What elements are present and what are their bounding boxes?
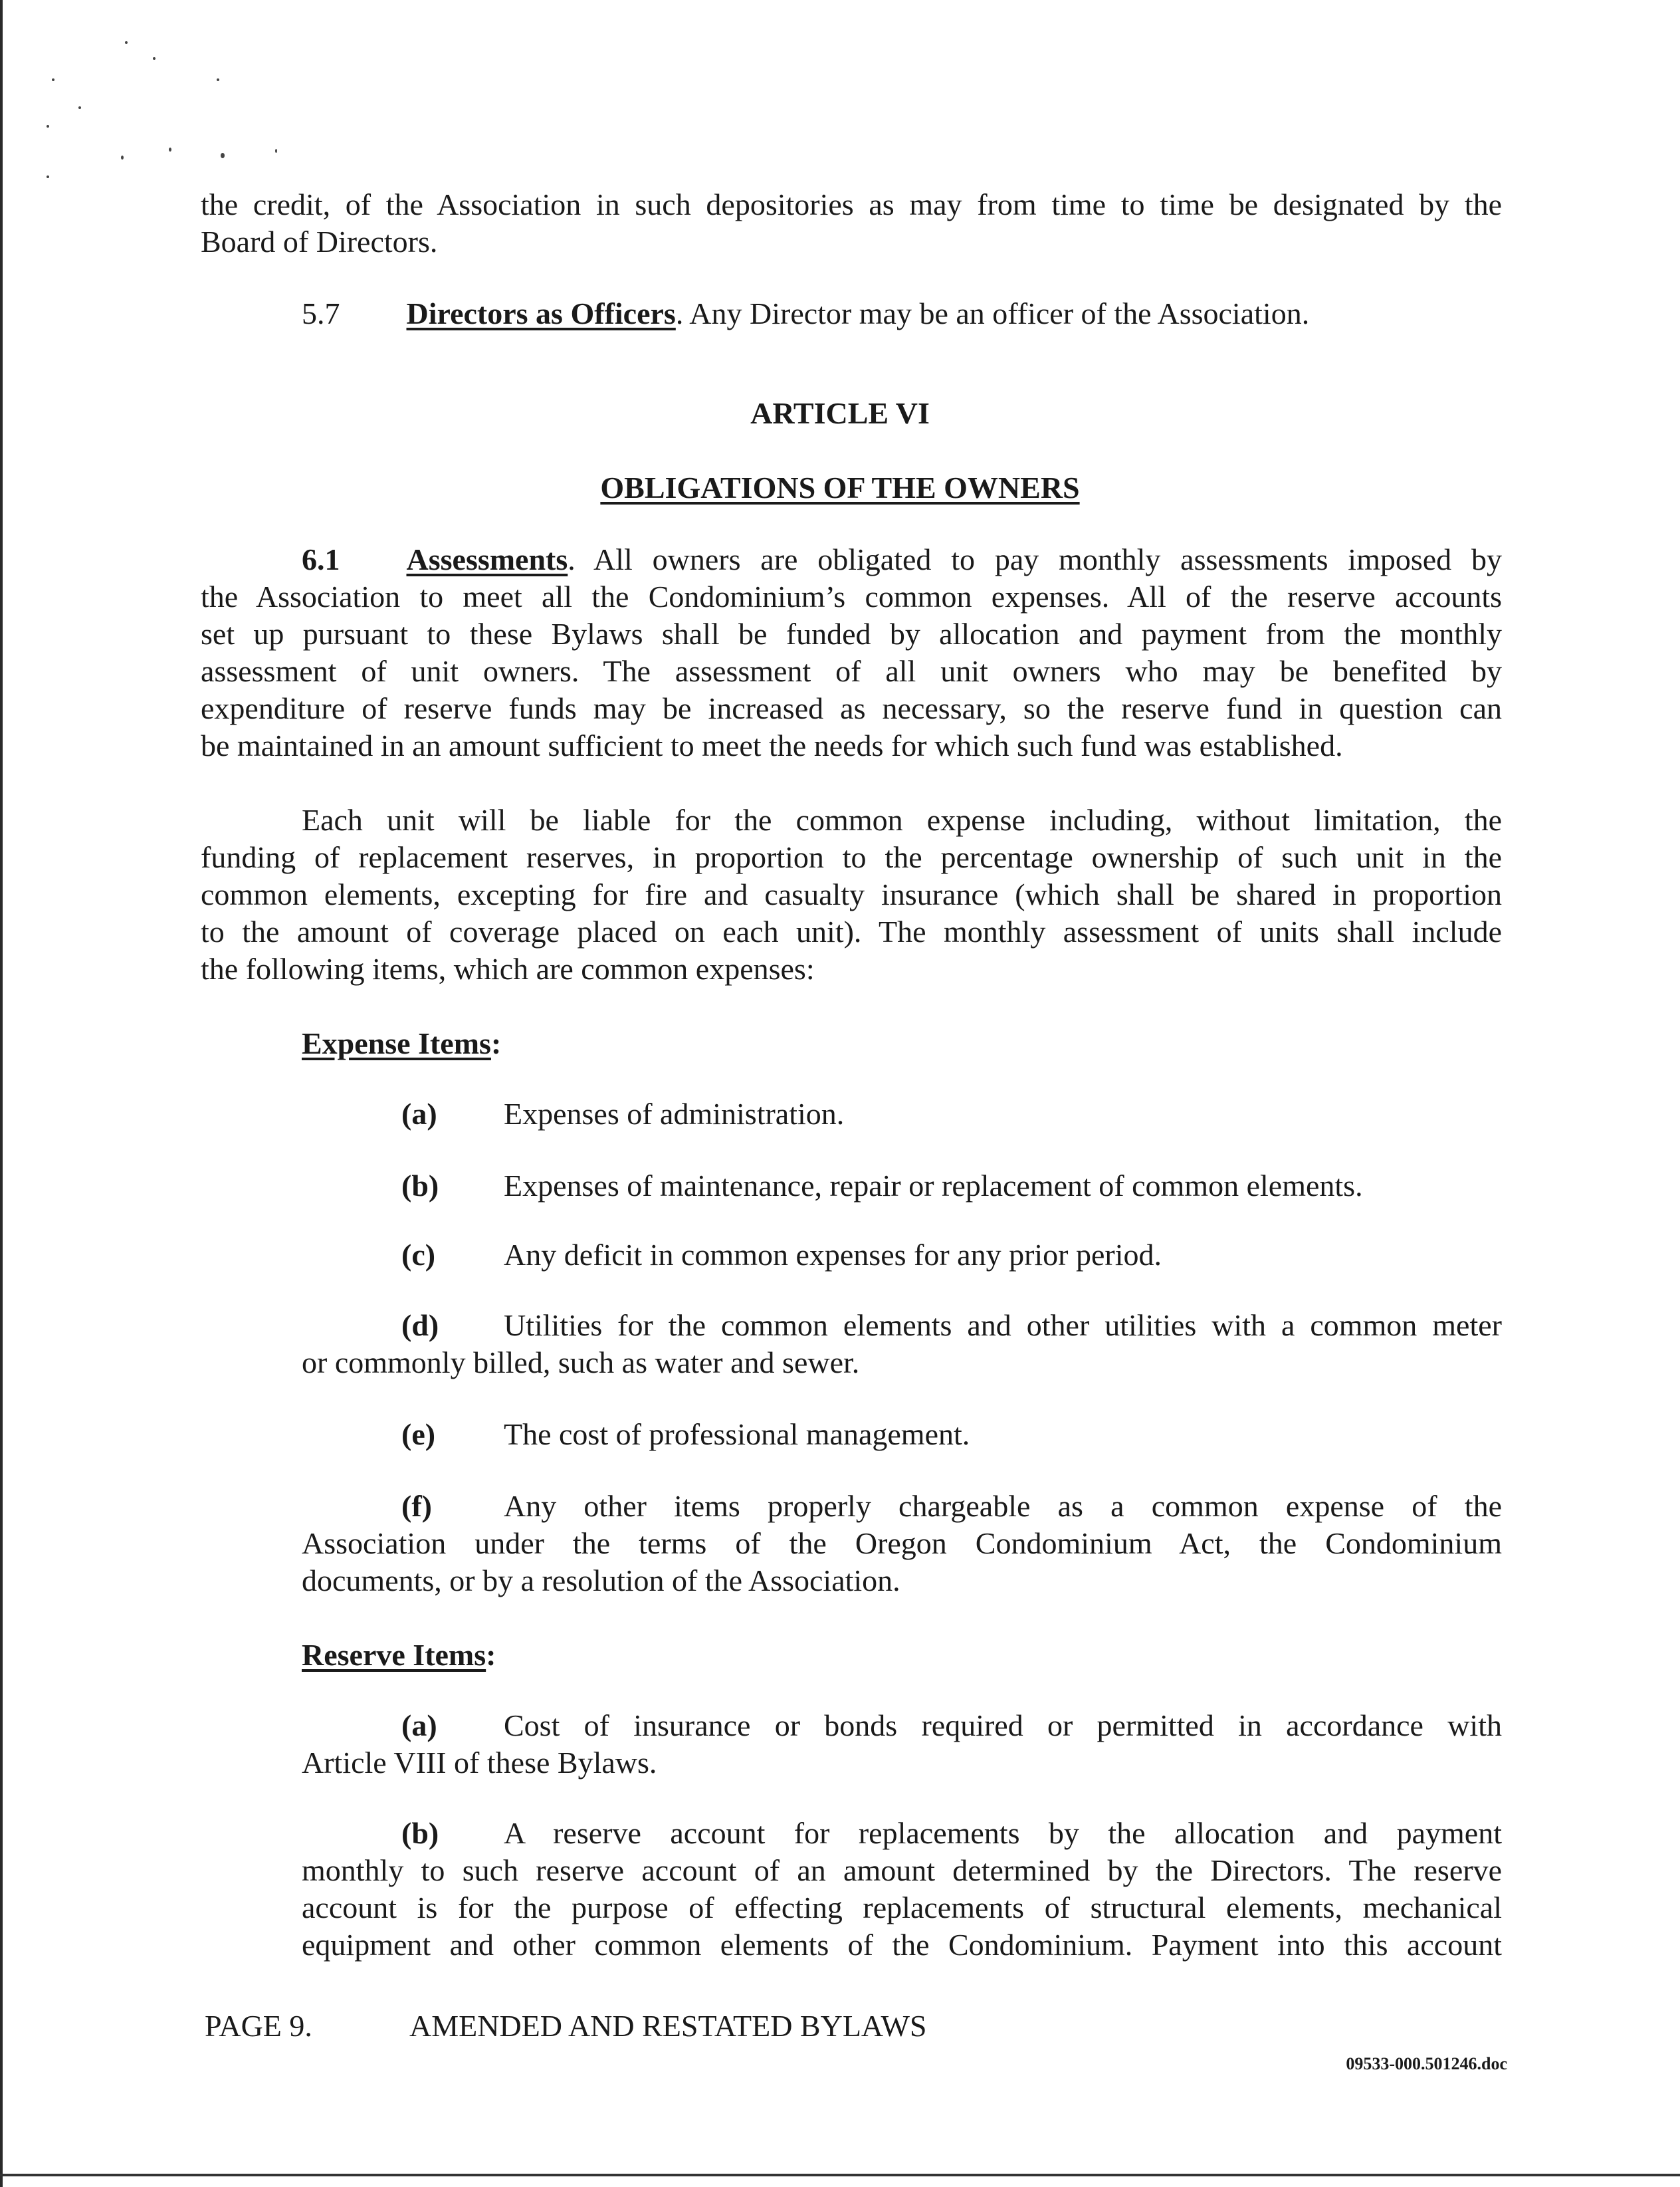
scan-speck	[121, 156, 124, 160]
item-label: (b)	[401, 1169, 439, 1203]
paragraph-line: Board of Directors.	[201, 225, 438, 259]
footer-doc-code: 09533-000.501246.doc	[1346, 2054, 1507, 2073]
scan-left-edge	[0, 0, 3, 2187]
paragraph-line: funding of replacement reserves, in proportion to the percentage ownership of such unit in the	[201, 840, 1502, 874]
item-text: Association under the terms of the Oregon Condominium Act, the Condominium	[302, 1526, 1502, 1560]
scan-speck	[125, 41, 128, 44]
scan-speck	[153, 57, 156, 60]
scan-speck	[169, 148, 171, 152]
section-heading: Directors as Officers	[406, 296, 676, 330]
scan-speck	[78, 106, 81, 109]
scan-speck	[47, 175, 49, 178]
section-text: . Any Director may be an officer of the Association.	[675, 296, 1310, 330]
paragraph-line: be maintained in an amount sufficient to meet the needs for which such fund was established.	[201, 729, 1343, 762]
item-text: account is for the purpose of effecting replacements of structural elements, mechanical	[302, 1891, 1502, 1924]
item-label: (b)	[401, 1816, 439, 1850]
item-label: (e)	[401, 1417, 436, 1451]
section-heading: Assessments	[406, 542, 568, 576]
item-text: monthly to such reserve account of an amount determined by the Directors. The reserve	[302, 1853, 1502, 1887]
footer-title: AMENDED AND RESTATED BYLAWS	[409, 2009, 927, 2043]
section-text: . All owners are obligated to pay monthly assessments imposed by	[568, 542, 1502, 576]
scan-speck	[221, 153, 225, 158]
item-text: Expenses of administration.	[504, 1097, 845, 1131]
item-label: (c)	[401, 1238, 436, 1272]
item-text: A reserve account for replacements by the allocation and payment	[504, 1816, 1502, 1850]
scan-speck	[52, 78, 54, 81]
item-text: Cost of insurance or bonds required or permitted in accordance with	[504, 1708, 1502, 1742]
item-label: (a)	[401, 1708, 437, 1742]
item-label: (a)	[401, 1097, 437, 1131]
section-number: 6.1	[302, 542, 340, 576]
heading-colon: :	[490, 1026, 502, 1060]
item-text: equipment and other common elements of the Condominium. Payment into this account	[302, 1928, 1502, 1962]
scan-bottom-edge	[0, 2174, 1680, 2176]
scan-speck	[217, 78, 219, 81]
item-text: Any deficit in common expenses for any prior period.	[504, 1238, 1162, 1272]
item-text: The cost of professional management.	[504, 1417, 970, 1451]
paragraph-line: the following items, which are common expenses:	[201, 952, 815, 986]
section-number: 5.7	[302, 296, 340, 330]
reserve-items-heading	[302, 1637, 496, 1674]
expense-items-heading-text: Expense Items	[302, 1026, 491, 1060]
scan-speck	[47, 125, 49, 128]
item-label: (f)	[401, 1489, 432, 1523]
item-text: Article VIII of these Bylaws.	[302, 1746, 657, 1780]
paragraph-line: Each unit will be liable for the common expense including, without limitation, the	[302, 803, 1502, 837]
item-text: documents, or by a resolution of the Association.	[302, 1563, 900, 1597]
paragraph-line: set up pursuant to these Bylaws shall be funded by allocation and payment from the monthly	[201, 617, 1502, 651]
item-text: Utilities for the common elements and other utilities with a common meter	[504, 1308, 1502, 1342]
paragraph-line: the credit, of the Association in such depositories as may from time to time be designated by the	[201, 187, 1502, 221]
item-text: Any other items properly chargeable as a common expense of the	[504, 1489, 1502, 1523]
paragraph-line: assessment of unit owners. The assessment of all unit owners who may be benefited by	[201, 654, 1502, 688]
section-6-1-first-line	[302, 541, 1502, 578]
article-title: ARTICLE VI	[750, 396, 930, 430]
heading-colon: :	[486, 1638, 496, 1672]
article-subtitle: OBLIGATIONS OF THE OWNERS	[600, 471, 1080, 505]
paragraph-line: expenditure of reserve funds may be increased as necessary, so the reserve fund in question can	[201, 691, 1502, 725]
reserve-items-heading-text: Reserve Items	[302, 1638, 486, 1672]
section-5-7	[302, 295, 1309, 332]
paragraph-line: to the amount of coverage placed on each unit). The monthly assessment of units shall include	[201, 915, 1502, 949]
paragraph-line: common elements, excepting for fire and casualty insurance (which shall be shared in proportion	[201, 877, 1502, 911]
footer-page-number: PAGE 9.	[205, 2009, 312, 2043]
expense-items-heading	[302, 1025, 501, 1062]
paragraph-line: the Association to meet all the Condominium’s common expenses. All of the reserve accounts	[201, 580, 1502, 614]
scan-speck	[275, 149, 277, 153]
item-label: (d)	[401, 1308, 439, 1342]
item-text: Expenses of maintenance, repair or replacement of common elements.	[504, 1169, 1363, 1203]
item-text: or commonly billed, such as water and sewer.	[302, 1345, 860, 1379]
